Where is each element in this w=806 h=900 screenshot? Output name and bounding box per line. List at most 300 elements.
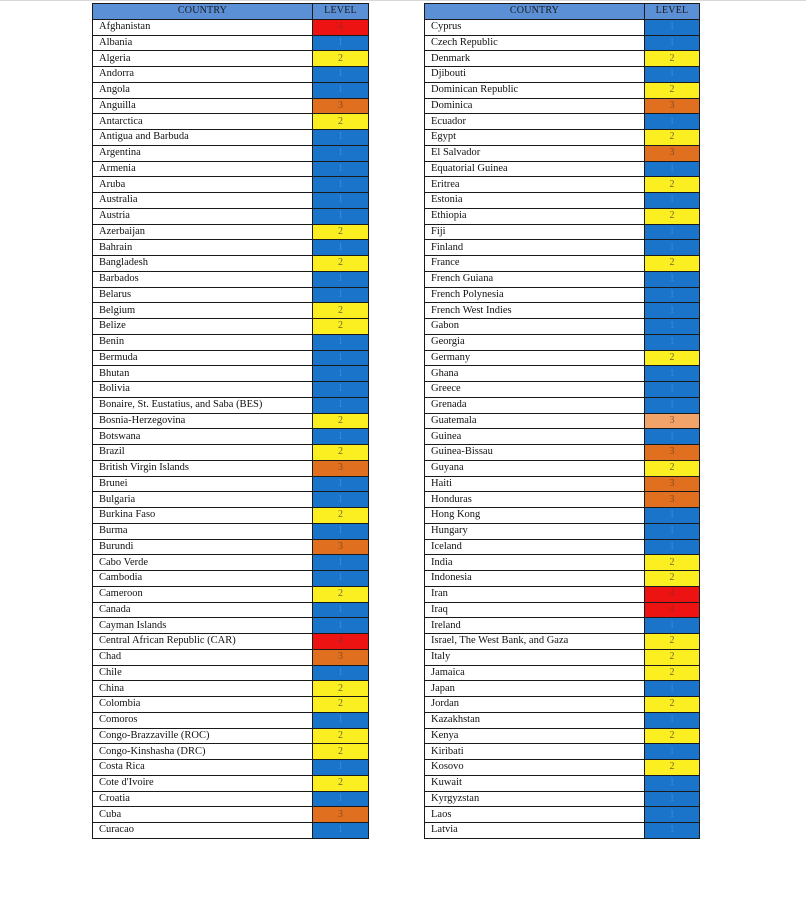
level-cell: 3 bbox=[313, 807, 369, 823]
country-cell: Angola bbox=[93, 82, 313, 98]
level-cell: 2 bbox=[313, 319, 369, 335]
country-cell: Curacao bbox=[93, 823, 313, 839]
level-cell: 2 bbox=[645, 649, 700, 665]
level-cell: 1 bbox=[313, 82, 369, 98]
table-body-right bbox=[425, 19, 700, 838]
country-cell: French West Indies bbox=[425, 303, 645, 319]
table-row bbox=[425, 287, 700, 303]
table-row bbox=[93, 19, 369, 35]
level-cell: 1 bbox=[645, 823, 700, 839]
table-row bbox=[93, 224, 369, 240]
level-cell: 3 bbox=[645, 98, 700, 114]
country-cell: Kenya bbox=[425, 728, 645, 744]
table-row bbox=[425, 130, 700, 146]
table-row bbox=[93, 602, 369, 618]
table-row bbox=[93, 697, 369, 713]
level-cell: 1 bbox=[645, 193, 700, 209]
table-row bbox=[425, 382, 700, 398]
level-cell: 2 bbox=[313, 114, 369, 130]
table-row bbox=[93, 760, 369, 776]
country-cell: Bahrain bbox=[93, 240, 313, 256]
country-cell: Colombia bbox=[93, 697, 313, 713]
country-cell: Dominican Republic bbox=[425, 82, 645, 98]
level-cell: 1 bbox=[313, 492, 369, 508]
level-cell: 1 bbox=[645, 791, 700, 807]
level-cell: 1 bbox=[313, 271, 369, 287]
table-row bbox=[425, 240, 700, 256]
country-cell: Iceland bbox=[425, 539, 645, 555]
country-cell: Guinea bbox=[425, 429, 645, 445]
table-row bbox=[93, 98, 369, 114]
table-row bbox=[93, 807, 369, 823]
table-row bbox=[425, 319, 700, 335]
level-cell: 2 bbox=[645, 697, 700, 713]
level-cell: 2 bbox=[645, 350, 700, 366]
country-cell: Bangladesh bbox=[93, 256, 313, 272]
country-cell: Burkina Faso bbox=[93, 508, 313, 524]
table-row bbox=[93, 256, 369, 272]
level-cell: 2 bbox=[313, 586, 369, 602]
table-row bbox=[93, 145, 369, 161]
level-cell: 1 bbox=[645, 240, 700, 256]
country-cell: Antarctica bbox=[93, 114, 313, 130]
country-cell: Indonesia bbox=[425, 571, 645, 587]
country-cell: Denmark bbox=[425, 51, 645, 67]
table-row bbox=[425, 728, 700, 744]
country-cell: Fiji bbox=[425, 224, 645, 240]
level-cell: 2 bbox=[645, 571, 700, 587]
level-cell: 3 bbox=[645, 445, 700, 461]
level-cell: 1 bbox=[313, 161, 369, 177]
country-cell: Barbados bbox=[93, 271, 313, 287]
country-cell: Hungary bbox=[425, 523, 645, 539]
country-cell: British Virgin Islands bbox=[93, 460, 313, 476]
table-row bbox=[425, 98, 700, 114]
table-row bbox=[425, 571, 700, 587]
country-cell: Czech Republic bbox=[425, 35, 645, 51]
country-cell: Equatorial Guinea bbox=[425, 161, 645, 177]
country-cell: Brazil bbox=[93, 445, 313, 461]
level-cell: 1 bbox=[313, 429, 369, 445]
table-row bbox=[425, 460, 700, 476]
table-row bbox=[93, 130, 369, 146]
level-column-header: LEVEL bbox=[313, 4, 369, 20]
table-row bbox=[425, 618, 700, 634]
level-cell: 1 bbox=[645, 271, 700, 287]
country-cell: Italy bbox=[425, 649, 645, 665]
country-column-header: COUNTRY bbox=[425, 4, 645, 20]
country-cell: Jordan bbox=[425, 697, 645, 713]
table-row bbox=[425, 51, 700, 67]
table-row bbox=[425, 429, 700, 445]
level-cell: 2 bbox=[313, 413, 369, 429]
table-row bbox=[425, 712, 700, 728]
country-cell: Haiti bbox=[425, 476, 645, 492]
table-row bbox=[93, 82, 369, 98]
country-cell: Ghana bbox=[425, 366, 645, 382]
level-cell: 1 bbox=[313, 177, 369, 193]
table-row bbox=[425, 445, 700, 461]
table-row bbox=[93, 177, 369, 193]
level-cell: 1 bbox=[645, 523, 700, 539]
table-body-left bbox=[93, 19, 369, 838]
level-column-header: LEVEL bbox=[645, 4, 700, 20]
level-cell: 1 bbox=[645, 508, 700, 524]
level-cell: 3 bbox=[313, 649, 369, 665]
country-cell: El Salvador bbox=[425, 145, 645, 161]
country-cell: Guinea-Bissau bbox=[425, 445, 645, 461]
country-cell: Belize bbox=[93, 319, 313, 335]
country-cell: Guatemala bbox=[425, 413, 645, 429]
level-cell: 1 bbox=[313, 287, 369, 303]
level-cell: 1 bbox=[645, 775, 700, 791]
country-cell: Comoros bbox=[93, 712, 313, 728]
country-cell: Congo-Kinshasha (DRC) bbox=[93, 744, 313, 760]
level-cell: 2 bbox=[313, 256, 369, 272]
level-cell: 2 bbox=[645, 634, 700, 650]
level-cell: 2 bbox=[645, 665, 700, 681]
level-cell: 1 bbox=[645, 382, 700, 398]
country-column-header: COUNTRY bbox=[93, 4, 313, 20]
table-row bbox=[425, 397, 700, 413]
country-cell: Antigua and Barbuda bbox=[93, 130, 313, 146]
table-row bbox=[93, 334, 369, 350]
table-row bbox=[425, 303, 700, 319]
level-cell: 1 bbox=[313, 571, 369, 587]
table-row bbox=[425, 555, 700, 571]
table-row bbox=[425, 145, 700, 161]
level-cell: 1 bbox=[313, 334, 369, 350]
country-cell: Cuba bbox=[93, 807, 313, 823]
level-cell: 2 bbox=[313, 728, 369, 744]
country-cell: Ireland bbox=[425, 618, 645, 634]
table-row bbox=[425, 208, 700, 224]
country-cell: Egypt bbox=[425, 130, 645, 146]
level-cell: 1 bbox=[313, 193, 369, 209]
table-row bbox=[93, 161, 369, 177]
table-row bbox=[425, 114, 700, 130]
country-cell: Bermuda bbox=[93, 350, 313, 366]
level-cell: 4 bbox=[645, 602, 700, 618]
country-cell: Hong Kong bbox=[425, 508, 645, 524]
country-cell: Guyana bbox=[425, 460, 645, 476]
level-cell: 1 bbox=[645, 334, 700, 350]
country-cell: Azerbaijan bbox=[93, 224, 313, 240]
table-row bbox=[425, 476, 700, 492]
level-cell: 2 bbox=[313, 445, 369, 461]
country-cell: Anguilla bbox=[93, 98, 313, 114]
table-row bbox=[93, 208, 369, 224]
table-row bbox=[93, 508, 369, 524]
table-row bbox=[425, 334, 700, 350]
level-cell: 2 bbox=[645, 728, 700, 744]
level-cell: 1 bbox=[645, 319, 700, 335]
table-row bbox=[425, 791, 700, 807]
level-cell: 1 bbox=[645, 744, 700, 760]
table-row bbox=[93, 413, 369, 429]
table-row bbox=[93, 823, 369, 839]
table-row bbox=[93, 618, 369, 634]
level-cell: 1 bbox=[645, 618, 700, 634]
level-cell: 2 bbox=[645, 130, 700, 146]
level-cell: 4 bbox=[313, 634, 369, 650]
table-row bbox=[93, 303, 369, 319]
level-cell: 1 bbox=[313, 382, 369, 398]
country-cell: Jamaica bbox=[425, 665, 645, 681]
level-cell: 1 bbox=[645, 397, 700, 413]
country-cell: Belarus bbox=[93, 287, 313, 303]
country-cell: Bolivia bbox=[93, 382, 313, 398]
table-row bbox=[93, 429, 369, 445]
table-row bbox=[93, 476, 369, 492]
table-row bbox=[425, 681, 700, 697]
country-cell: French Polynesia bbox=[425, 287, 645, 303]
table-row bbox=[93, 397, 369, 413]
country-cell: Ethiopia bbox=[425, 208, 645, 224]
level-cell: 3 bbox=[313, 460, 369, 476]
level-cell: 3 bbox=[645, 145, 700, 161]
country-cell: Bulgaria bbox=[93, 492, 313, 508]
table-row bbox=[93, 240, 369, 256]
country-cell: France bbox=[425, 256, 645, 272]
level-cell: 1 bbox=[313, 397, 369, 413]
country-level-table-right bbox=[424, 3, 700, 839]
level-cell: 2 bbox=[645, 555, 700, 571]
country-cell: Botswana bbox=[93, 429, 313, 445]
level-cell: 1 bbox=[313, 476, 369, 492]
table-row bbox=[425, 224, 700, 240]
level-cell: 1 bbox=[313, 350, 369, 366]
table-row bbox=[93, 492, 369, 508]
country-cell: French Guiana bbox=[425, 271, 645, 287]
country-cell: Cambodia bbox=[93, 571, 313, 587]
country-cell: Cabo Verde bbox=[93, 555, 313, 571]
table-row bbox=[93, 712, 369, 728]
table-row bbox=[93, 51, 369, 67]
level-cell: 2 bbox=[313, 224, 369, 240]
table-row bbox=[93, 114, 369, 130]
table-row bbox=[93, 460, 369, 476]
table-row bbox=[425, 366, 700, 382]
table-row bbox=[93, 193, 369, 209]
country-cell: Chad bbox=[93, 649, 313, 665]
country-cell: India bbox=[425, 555, 645, 571]
country-cell: Benin bbox=[93, 334, 313, 350]
country-level-table-left bbox=[92, 3, 369, 839]
table-row bbox=[425, 697, 700, 713]
country-cell: Armenia bbox=[93, 161, 313, 177]
level-cell: 1 bbox=[645, 287, 700, 303]
country-cell: Burundi bbox=[93, 539, 313, 555]
level-cell: 1 bbox=[313, 523, 369, 539]
table-row bbox=[425, 649, 700, 665]
table-row bbox=[93, 681, 369, 697]
level-cell: 1 bbox=[645, 114, 700, 130]
table-row bbox=[93, 665, 369, 681]
table-row bbox=[93, 382, 369, 398]
table-row bbox=[425, 19, 700, 35]
country-cell: Bosnia-Herzegovina bbox=[93, 413, 313, 429]
table-row bbox=[425, 413, 700, 429]
country-cell: Argentina bbox=[93, 145, 313, 161]
table-row bbox=[425, 539, 700, 555]
level-cell: 1 bbox=[313, 240, 369, 256]
table-row bbox=[93, 67, 369, 83]
level-cell: 3 bbox=[313, 539, 369, 555]
country-cell: Estonia bbox=[425, 193, 645, 209]
country-cell: Honduras bbox=[425, 492, 645, 508]
country-cell: Cote d'Ivoire bbox=[93, 775, 313, 791]
table-row bbox=[425, 744, 700, 760]
table-row bbox=[425, 665, 700, 681]
level-cell: 2 bbox=[645, 760, 700, 776]
level-cell: 2 bbox=[313, 681, 369, 697]
country-cell: Aruba bbox=[93, 177, 313, 193]
level-cell: 4 bbox=[645, 586, 700, 602]
table-row bbox=[93, 271, 369, 287]
level-cell: 2 bbox=[645, 51, 700, 67]
level-cell: 2 bbox=[645, 177, 700, 193]
country-cell: Burma bbox=[93, 523, 313, 539]
table-header-row bbox=[425, 4, 700, 20]
level-cell: 1 bbox=[313, 823, 369, 839]
level-cell: 1 bbox=[313, 130, 369, 146]
level-cell: 2 bbox=[313, 303, 369, 319]
country-cell: Latvia bbox=[425, 823, 645, 839]
table-row bbox=[425, 350, 700, 366]
table-row bbox=[93, 319, 369, 335]
level-cell: 2 bbox=[645, 460, 700, 476]
level-cell: 1 bbox=[313, 145, 369, 161]
level-cell: 1 bbox=[313, 618, 369, 634]
level-cell: 1 bbox=[645, 224, 700, 240]
table-row bbox=[93, 555, 369, 571]
table-row bbox=[425, 508, 700, 524]
level-cell: 1 bbox=[645, 712, 700, 728]
level-cell: 1 bbox=[645, 366, 700, 382]
level-cell: 1 bbox=[313, 665, 369, 681]
table-row bbox=[425, 271, 700, 287]
level-cell: 3 bbox=[645, 476, 700, 492]
table-row bbox=[425, 523, 700, 539]
country-cell: China bbox=[93, 681, 313, 697]
level-cell: 3 bbox=[645, 492, 700, 508]
level-cell: 2 bbox=[313, 697, 369, 713]
table-row bbox=[93, 775, 369, 791]
country-cell: Kuwait bbox=[425, 775, 645, 791]
level-cell: 1 bbox=[313, 602, 369, 618]
table-row bbox=[93, 445, 369, 461]
country-cell: Costa Rica bbox=[93, 760, 313, 776]
country-cell: Japan bbox=[425, 681, 645, 697]
country-cell: Gabon bbox=[425, 319, 645, 335]
country-cell: Andorra bbox=[93, 67, 313, 83]
table-header-row bbox=[93, 4, 369, 20]
level-cell: 2 bbox=[645, 256, 700, 272]
table-row bbox=[425, 823, 700, 839]
table-row bbox=[425, 35, 700, 51]
country-cell: Dominica bbox=[425, 98, 645, 114]
country-cell: Laos bbox=[425, 807, 645, 823]
table-row bbox=[425, 161, 700, 177]
table-row bbox=[425, 177, 700, 193]
level-cell: 1 bbox=[645, 19, 700, 35]
table-row bbox=[425, 82, 700, 98]
level-cell: 1 bbox=[645, 67, 700, 83]
level-cell: 1 bbox=[313, 35, 369, 51]
country-cell: Canada bbox=[93, 602, 313, 618]
country-cell: Georgia bbox=[425, 334, 645, 350]
level-cell: 1 bbox=[645, 35, 700, 51]
table-row bbox=[93, 571, 369, 587]
table-row bbox=[425, 492, 700, 508]
level-cell: 1 bbox=[645, 303, 700, 319]
table-row bbox=[425, 634, 700, 650]
country-cell: Congo-Brazzaville (ROC) bbox=[93, 728, 313, 744]
country-cell: Central African Republic (CAR) bbox=[93, 634, 313, 650]
level-cell: 1 bbox=[645, 681, 700, 697]
country-cell: Brunei bbox=[93, 476, 313, 492]
country-cell: Kyrgyzstan bbox=[425, 791, 645, 807]
level-cell: 1 bbox=[313, 760, 369, 776]
country-cell: Cameroon bbox=[93, 586, 313, 602]
country-cell: Kosovo bbox=[425, 760, 645, 776]
country-cell: Belgium bbox=[93, 303, 313, 319]
table-row bbox=[93, 287, 369, 303]
table-row bbox=[93, 634, 369, 650]
country-cell: Australia bbox=[93, 193, 313, 209]
level-cell: 1 bbox=[313, 366, 369, 382]
country-cell: Iraq bbox=[425, 602, 645, 618]
country-cell: Algeria bbox=[93, 51, 313, 67]
country-cell: Bhutan bbox=[93, 366, 313, 382]
level-cell: 1 bbox=[313, 791, 369, 807]
level-cell: 2 bbox=[645, 208, 700, 224]
country-cell: Chile bbox=[93, 665, 313, 681]
country-cell: Afghanistan bbox=[93, 19, 313, 35]
level-cell: 1 bbox=[645, 161, 700, 177]
table-row bbox=[425, 760, 700, 776]
country-cell: Greece bbox=[425, 382, 645, 398]
table-row bbox=[425, 602, 700, 618]
country-cell: Kiribati bbox=[425, 744, 645, 760]
country-cell: Germany bbox=[425, 350, 645, 366]
country-cell: Djibouti bbox=[425, 67, 645, 83]
table-row bbox=[425, 256, 700, 272]
country-cell: Kazakhstan bbox=[425, 712, 645, 728]
country-cell: Croatia bbox=[93, 791, 313, 807]
table-row bbox=[425, 586, 700, 602]
level-cell: 1 bbox=[313, 555, 369, 571]
country-cell: Cyprus bbox=[425, 19, 645, 35]
level-cell: 1 bbox=[645, 807, 700, 823]
country-cell: Ecuador bbox=[425, 114, 645, 130]
table-row bbox=[425, 775, 700, 791]
table-row bbox=[93, 523, 369, 539]
level-cell: 4 bbox=[313, 19, 369, 35]
table-row bbox=[425, 807, 700, 823]
level-cell: 1 bbox=[313, 208, 369, 224]
level-cell: 1 bbox=[313, 67, 369, 83]
table-row bbox=[93, 366, 369, 382]
table-row bbox=[93, 649, 369, 665]
level-cell: 1 bbox=[645, 429, 700, 445]
table-row bbox=[93, 586, 369, 602]
table-row bbox=[93, 791, 369, 807]
table-row bbox=[93, 539, 369, 555]
country-cell: Austria bbox=[93, 208, 313, 224]
table-row bbox=[93, 728, 369, 744]
